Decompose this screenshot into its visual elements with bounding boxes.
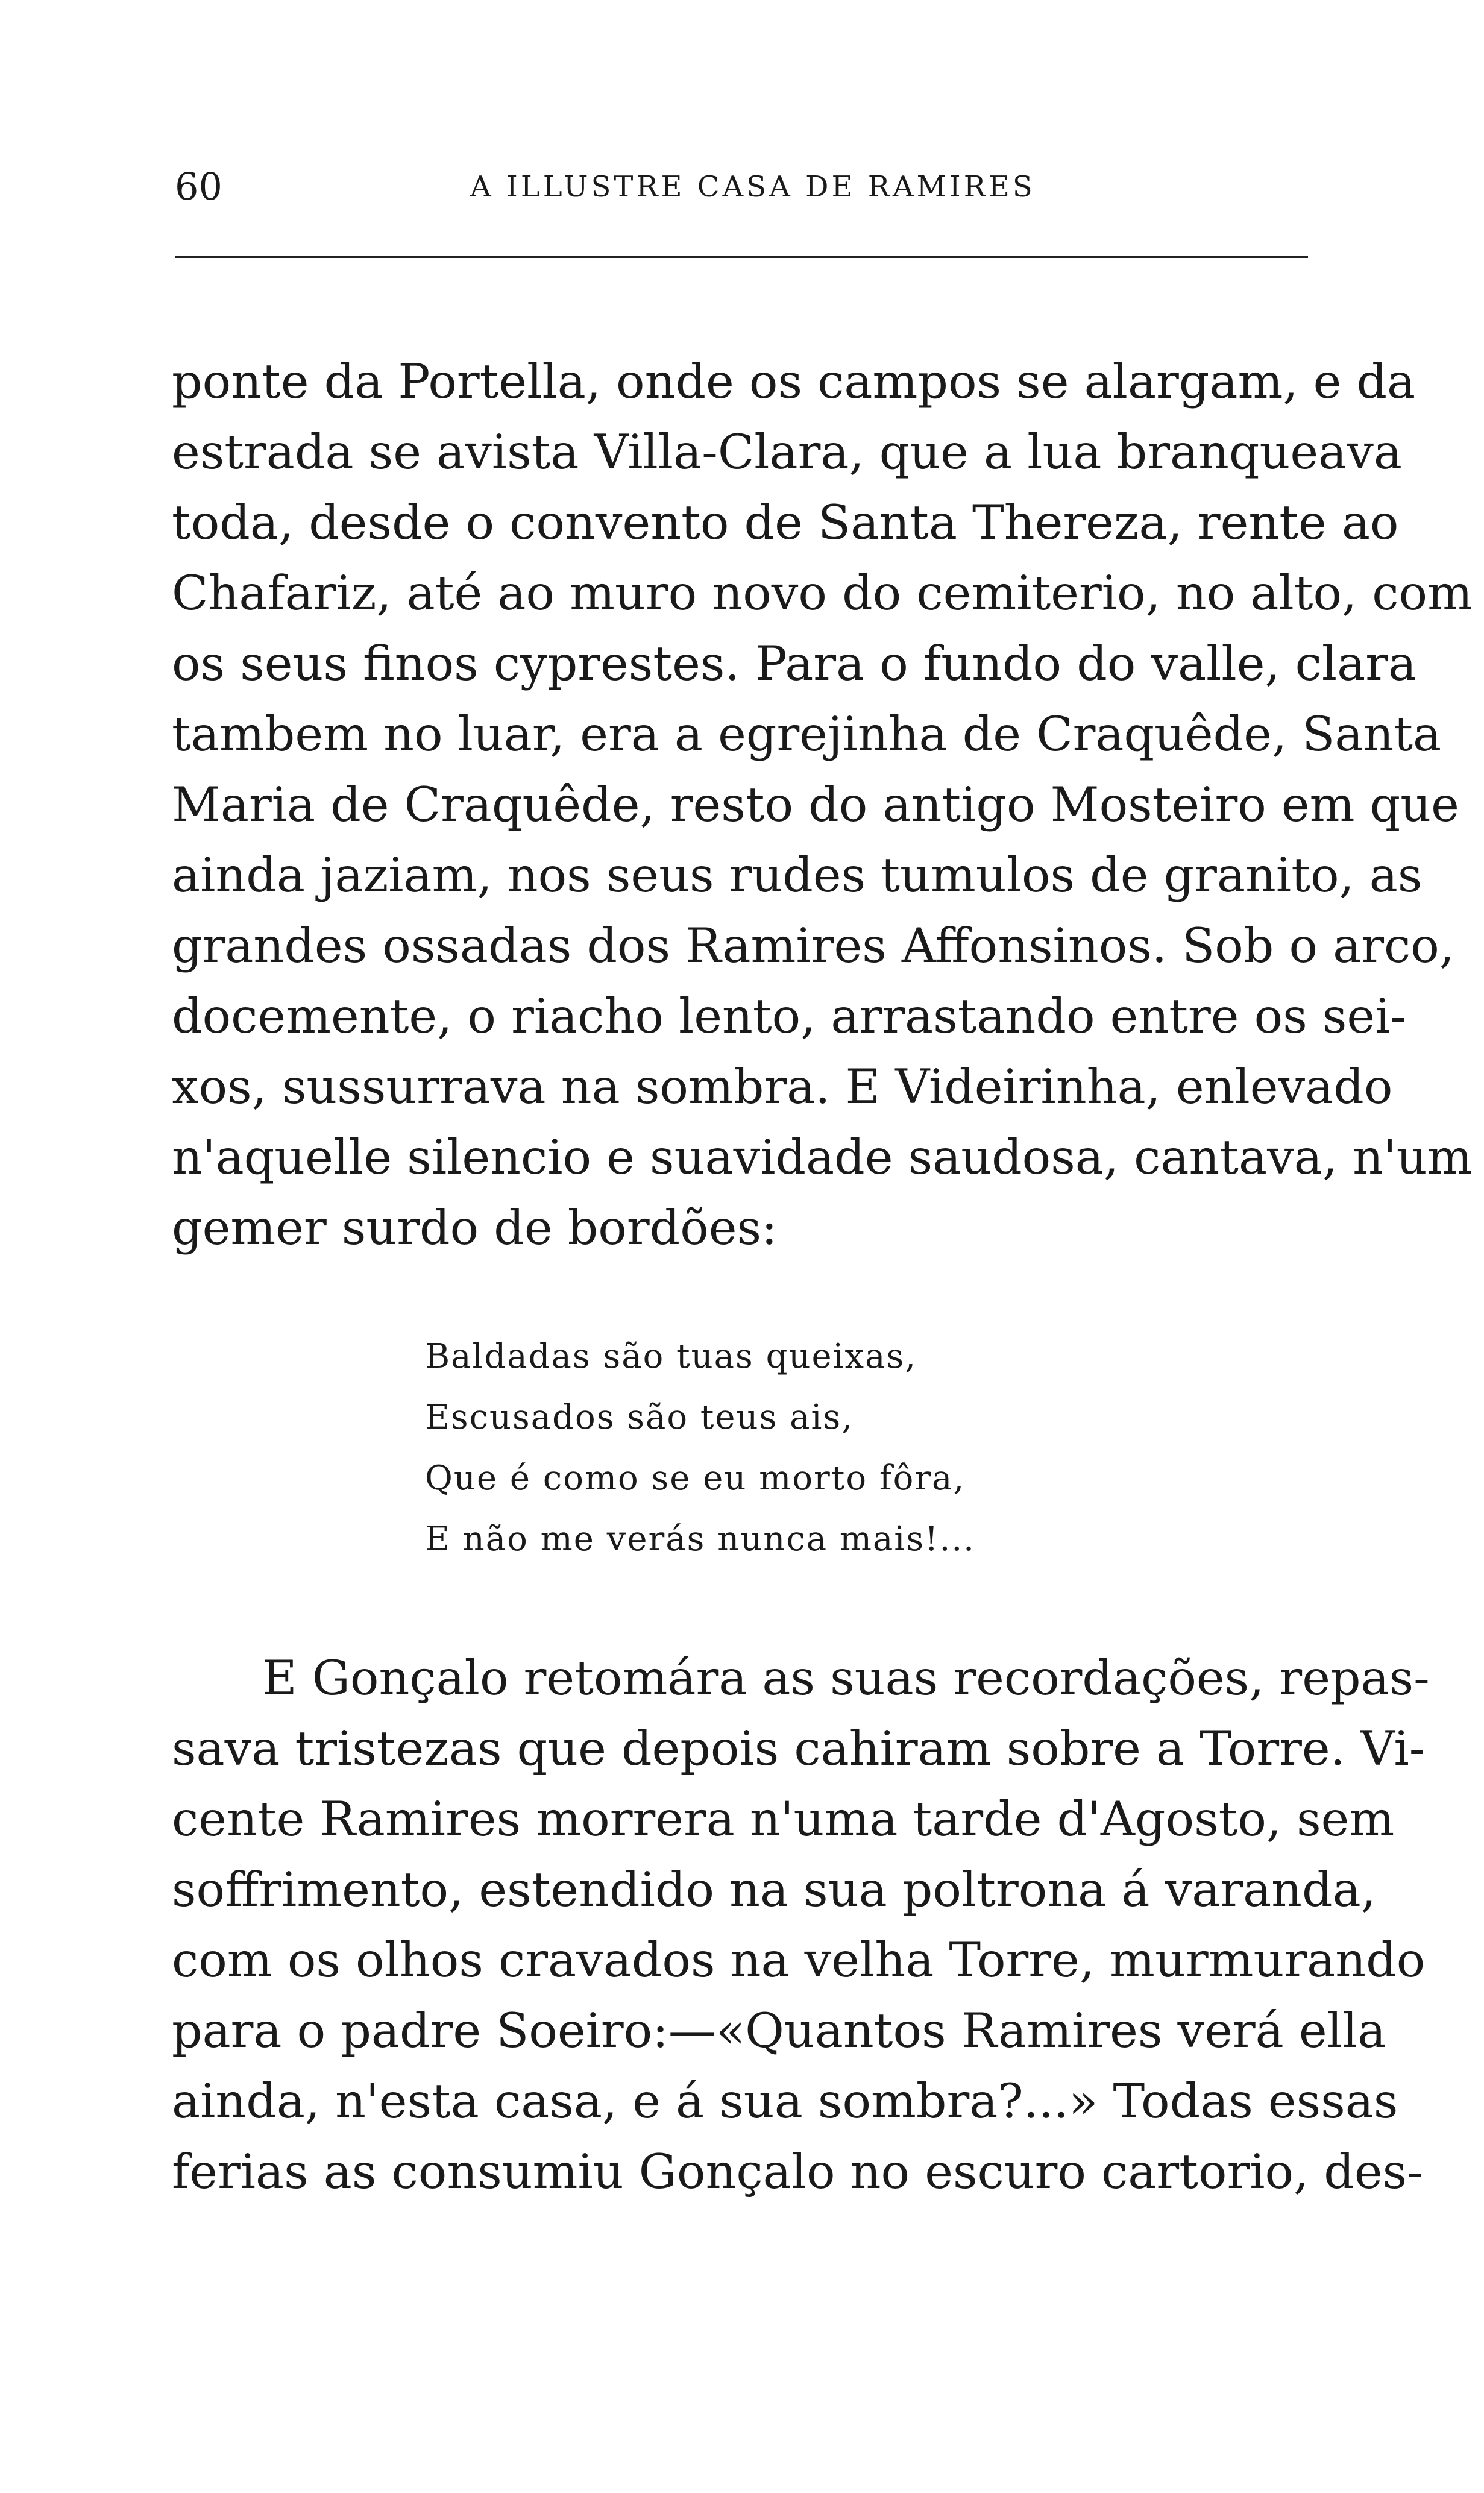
text-line: gemer surdo de bordões:	[172, 1200, 778, 1256]
text-line: ponte da Portella, onde os campos se alargam, e da	[172, 354, 1416, 409]
text-line: ainda, n'esta casa, e á sua sombra?...» Todas essas	[172, 2073, 1398, 2129]
verse-line: Escusados são teus ais,	[425, 1398, 854, 1437]
text-line: Chafariz, até ao muro novo do cemiterio, no alto, com	[172, 565, 1473, 621]
text-line: estrada se avista Villa-Clara, que a lua branqueava	[172, 424, 1402, 480]
header-rule	[175, 256, 1308, 258]
verse-line: Baldadas são tuas queixas,	[425, 1337, 917, 1376]
verse-line: E não me verás nunca mais!...	[425, 1520, 975, 1559]
verse-line: Que é como se eu morto fôra,	[425, 1459, 966, 1498]
text-line: com os olhos cravados na velha Torre, murmurando	[172, 1932, 1426, 1988]
text-line: Maria de Craquêde, resto do antigo Mosteiro em que	[172, 777, 1459, 832]
text-line: tambem no luar, era a egrejinha de Craquêde, Santa	[172, 706, 1442, 762]
running-head: A ILLUSTRE CASA DE RAMIRES	[470, 170, 1036, 204]
text-line: os seus finos cyprestes. Para o fundo do valle, clara	[172, 636, 1417, 691]
text-line: cente Ramires morrera n'uma tarde d'Agosto, sem	[172, 1791, 1395, 1847]
text-line: soffrimento, estendido na sua poltrona á varanda,	[172, 1862, 1376, 1917]
text-line: docemente, o riacho lento, arrastando entre os sei-	[172, 989, 1407, 1044]
text-line: E Gonçalo retomára as suas recordações, repas-	[262, 1650, 1430, 1706]
text-line: n'aquelle silencio e suavidade saudosa, cantava, n'um	[172, 1130, 1473, 1185]
text-line: ainda jaziam, nos seus rudes tumulos de granito, as	[172, 847, 1423, 903]
text-line: sava tristezas que depois cahiram sobre a Torre. Vi-	[172, 1721, 1426, 1776]
text-line: grandes ossadas dos Ramires Affonsinos. Sob o arco,	[172, 918, 1454, 973]
paragraph-1	[172, 347, 1473, 1263]
text-line: xos, sussurrava na sombra. E Videirinha, enlevado	[172, 1059, 1393, 1114]
text-line: ferias as consumiu Gonçalo no escuro cartorio, des-	[172, 2144, 1423, 2199]
verse-stanza	[425, 1326, 1148, 1570]
page-number: 60	[175, 165, 222, 209]
page-header	[175, 160, 1308, 214]
text-line: para o padre Soeiro:—«Quantos Ramires verá ella	[172, 2003, 1386, 2058]
paragraph-2	[172, 1643, 1430, 2207]
text-line: toda, desde o convento de Santa Thereza, rente ao	[172, 495, 1399, 550]
